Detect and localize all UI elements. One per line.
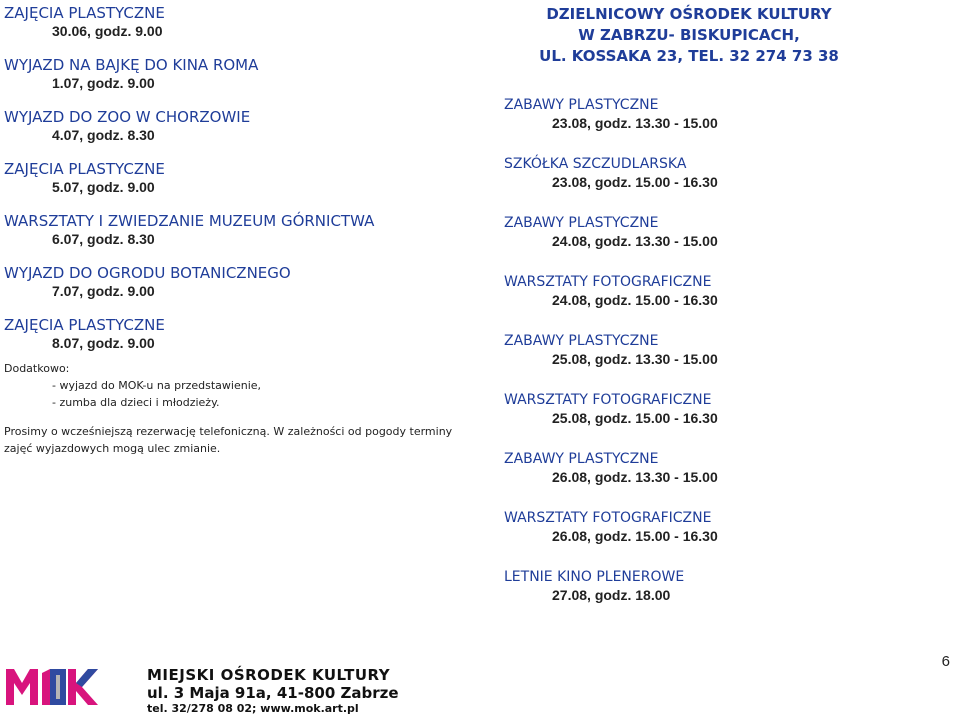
event-date: 23.08, godz. 13.30 - 15.00 <box>552 115 718 131</box>
footer-address: ul. 3 Maja 91a, 41-800 Zabrze <box>147 684 399 702</box>
event-title: ZAJĘCIA PLASTYCZNE <box>4 160 165 178</box>
event-title: ZAJĘCIA PLASTYCZNE <box>4 4 165 22</box>
event-item <box>4 108 474 160</box>
event-item <box>504 155 944 214</box>
event-title: WARSZTATY FOTOGRAFICZNE <box>504 274 712 290</box>
event-date: 26.08, godz. 15.00 - 16.30 <box>552 528 718 544</box>
event-title: ZABAWY PLASTYCZNE <box>504 451 659 467</box>
event-date: 25.08, godz. 15.00 - 16.30 <box>552 410 718 426</box>
additional-item: - zumba dla dzieci i młodzieży. <box>52 396 220 409</box>
event-item <box>504 273 944 332</box>
event-item <box>4 212 474 264</box>
event-item <box>504 96 944 155</box>
footer-contact: tel. 32/278 08 02; www.mok.art.pl <box>147 702 359 715</box>
event-item <box>504 509 944 568</box>
event-title: LETNIE KINO PLENEROWE <box>504 569 685 585</box>
event-title: WYJAZD DO OGRODU BOTANICZNEGO <box>4 264 291 282</box>
event-date: 30.06, godz. 9.00 <box>52 23 163 39</box>
event-date: 27.08, godz. 18.00 <box>552 587 671 603</box>
event-date: 1.07, godz. 9.00 <box>52 75 155 91</box>
event-title: ZABAWY PLASTYCZNE <box>504 215 659 231</box>
event-date: 24.08, godz. 15.00 - 16.30 <box>552 292 718 308</box>
event-title: WARSZTATY FOTOGRAFICZNE <box>504 510 712 526</box>
event-date: 4.07, godz. 8.30 <box>52 127 155 143</box>
reservation-note: zajęć wyjazdowych mogą ulec zmianie. <box>4 442 221 455</box>
event-item <box>4 316 474 352</box>
organizer-location: W ZABRZU- BISKUPICACH, <box>578 26 800 44</box>
left-column <box>4 4 474 457</box>
event-title: ZABAWY PLASTYCZNE <box>504 97 659 113</box>
footer-info <box>147 666 399 716</box>
event-item <box>4 56 474 108</box>
event-date: 25.08, godz. 13.30 - 15.00 <box>552 351 718 367</box>
event-date: 26.08, godz. 13.30 - 15.00 <box>552 469 718 485</box>
footer-org-name: MIEJSKI OŚRODEK KULTURY <box>147 666 391 684</box>
event-title: WARSZTATY FOTOGRAFICZNE <box>504 392 712 408</box>
event-item <box>504 332 944 391</box>
event-title: SZKÓŁKA SZCZUDLARSKA <box>504 156 687 172</box>
event-title: WARSZTATY I ZWIEDZANIE MUZEUM GÓRNICTWA <box>4 212 375 230</box>
event-item <box>504 450 944 509</box>
event-date: 5.07, godz. 9.00 <box>52 179 155 195</box>
event-date: 6.07, godz. 8.30 <box>52 231 155 247</box>
right-column <box>504 4 944 604</box>
event-date: 23.08, godz. 15.00 - 16.30 <box>552 174 718 190</box>
mok-logo-icon <box>6 665 102 713</box>
event-date: 8.07, godz. 9.00 <box>52 335 155 351</box>
event-title: ZABAWY PLASTYCZNE <box>504 333 659 349</box>
additional-label: Dodatkowo: <box>4 362 70 375</box>
event-title: WYJAZD DO ZOO W CHORZOWIE <box>4 108 251 126</box>
organizer-name: DZIELNICOWY OŚRODEK KULTURY <box>546 5 832 23</box>
event-item <box>504 568 944 604</box>
reservation-note: Prosimy o wcześniejszą rezerwację telefoniczną. W zależności od pogody terminy <box>4 425 453 438</box>
event-item <box>4 264 474 316</box>
event-item <box>4 4 474 56</box>
page-number: 6 <box>941 653 950 670</box>
organizer-header <box>504 4 874 67</box>
organizer-address: UL. KOSSAKA 23, TEL. 32 274 73 38 <box>539 47 839 65</box>
event-item <box>4 160 474 212</box>
event-title: WYJAZD NA BAJKĘ DO KINA ROMA <box>4 56 259 74</box>
event-title: ZAJĘCIA PLASTYCZNE <box>4 316 165 334</box>
event-date: 7.07, godz. 9.00 <box>52 283 155 299</box>
event-date: 24.08, godz. 13.30 - 15.00 <box>552 233 718 249</box>
event-item <box>504 214 944 273</box>
additional-info <box>4 360 474 457</box>
additional-item: - wyjazd do MOK-u na przedstawienie, <box>52 379 262 392</box>
event-item <box>504 391 944 450</box>
